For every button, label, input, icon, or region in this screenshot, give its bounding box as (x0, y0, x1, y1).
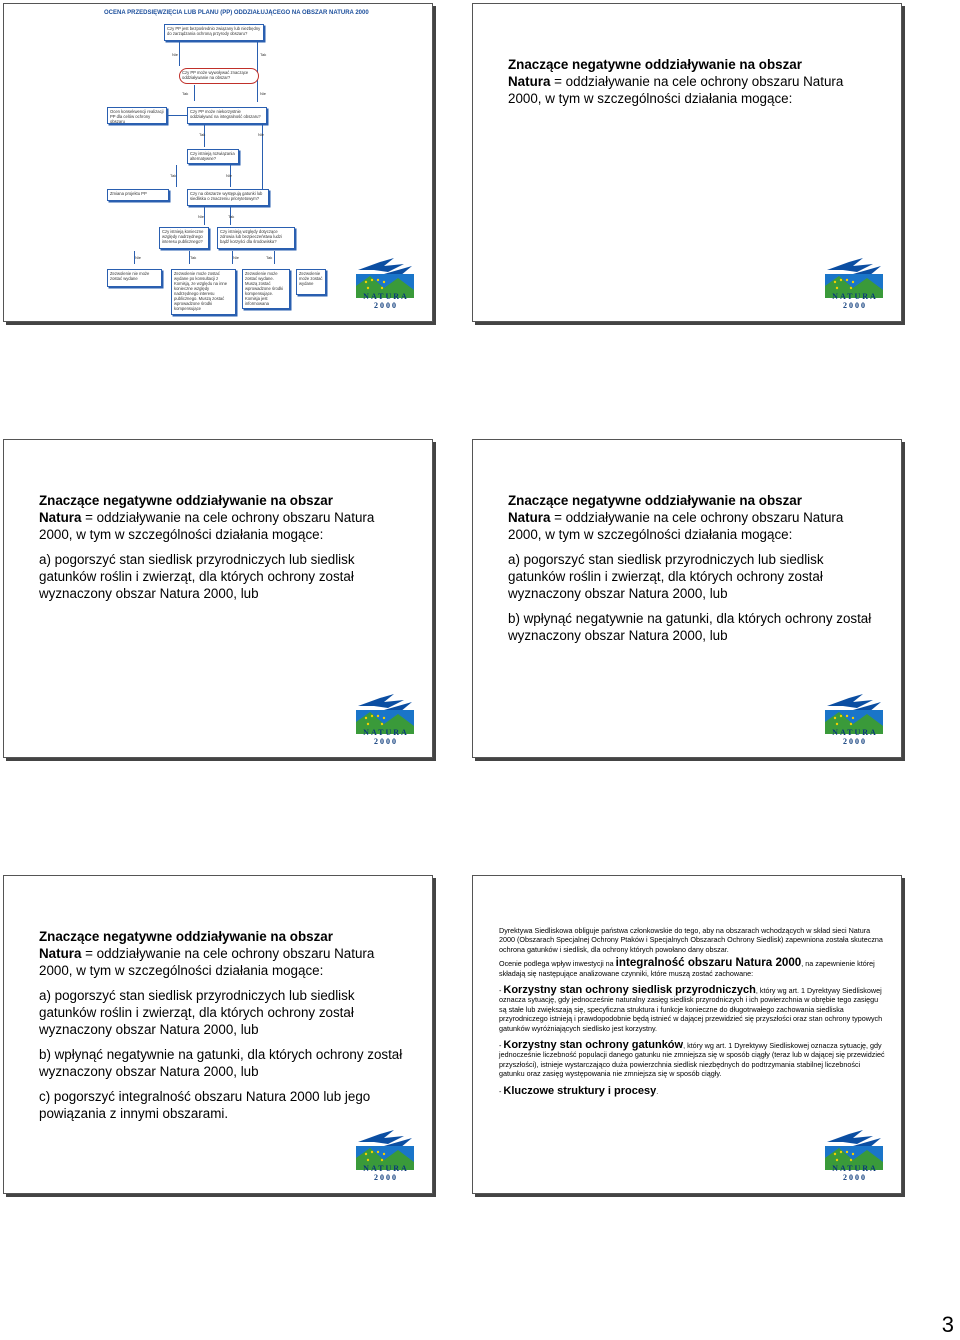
flowchart-result-2: Zmiana projektu PP (107, 189, 169, 201)
key-structures-term: Kluczowe struktury i procesy (503, 1084, 657, 1097)
point-a: a) pogorszyć stan siedlisk przyrodniczych lub siedlisk gatunków roślin i zwierząt, dla których ochrony został wyznaczony obszar Natura 2000, lub (508, 552, 824, 601)
natura-2000-logo (823, 256, 887, 310)
logo-text: NATURA 2000 (832, 292, 878, 310)
heading-line-3: 2000, w tym w szczególności działania mogące: (508, 91, 793, 106)
natura-2000-logo (354, 256, 418, 310)
heading-line-1: Znaczące negatywne oddziaływanie na obszar (508, 493, 802, 508)
heading-natura: Natura (39, 510, 82, 525)
assess-post: , na zapewnienie której składają się następujące analizowane czynniki, które muszą zostać zachowane: (499, 959, 875, 978)
label-no: Nie (258, 132, 265, 137)
flowchart-result-4: Zezwolenie może zostać wydane po konsultacji z Komisją, ze względu na inne konieczne względy nadrzędnego interesu publicznego. Muszą zostać wprowadzone środki kompensujące (171, 269, 236, 315)
flowchart-question-6: Czy istnieją konieczne względy nadrzędnego interesu publicznego? (159, 227, 209, 249)
key-dash: - (499, 1086, 504, 1096)
point-b: b) wpłynąć negatywnie na gatunki, dla których ochrony został wyznaczony obszar Natura 2000, lub (39, 1047, 403, 1079)
logo-text: NATURA 2000 (832, 1164, 878, 1182)
logo-text: NATURA 2000 (363, 728, 409, 746)
habitat-text: , który wg art. 1 Dyrektywy Siedliskowej oznacza sytuację, gdy jednocześnie naturalny zasięg siedlisk przyrodniczych i ich powierzchnia w obrębie tego zasięgu są stałe lub zwiększają się, specyficzna struktura i funkcje konieczne do długotrwałego zachowania siedliska przyrodniczego istnieją i prawdopodobnie będą istnieć w dającej przewidzieć się przyszłości oraz stan ochrony typowych gatunków wyróżniających siedlisko jest korzystny. (499, 986, 883, 1033)
slide-6-intro: Dyrektywa Siedliskowa obliguje państwa członkowskie do tego, aby na obszarach wchodzących w skład sieci Natura 2000 (Obszarach Specjalnej Ochrony Ptaków i Specjalnych Obszarach Ochrony Siedlisk) zapewniona została skuteczna ochrona gatunków i siedlisk, dla ochrony których powołano dany obszar. (499, 926, 883, 954)
label-yes: Tak (260, 52, 267, 57)
page-number: 3 (941, 1312, 954, 1337)
species-term: Korzystny stan ochrony gatunków (503, 1039, 684, 1052)
natura-2000-logo (823, 1128, 887, 1182)
flowchart-question-5: Czy na obszarze występują gatunki lub siedliska o znaczeniu priorytetowym? (187, 189, 269, 206)
habitat-dash: - (499, 986, 504, 996)
label-yes: Tak (190, 255, 197, 260)
label-yes: Tak (170, 173, 177, 178)
key-post: . (656, 1086, 659, 1096)
flowchart-question-7: Czy istnieją względy dotyczące zdrowia lub bezpieczeństwa ludzi bądź korzyści dla środowiska? (217, 227, 295, 249)
slide-2 (472, 3, 902, 322)
label-no: Nie (233, 255, 240, 260)
label-yes: Tak (266, 255, 273, 260)
slide-4-text (508, 492, 883, 644)
heading-line-3: 2000, w tym w szczególności działania mogące: (39, 963, 324, 978)
heading-natura: Natura (508, 510, 551, 525)
point-c: c) pogorszyć integralność obszaru Natura 2000 lub jego powiązania z innymi obszarami. (39, 1089, 371, 1121)
heading-line-2: = oddziaływanie na cele ochrony obszaru Natura (81, 510, 375, 525)
slide-flowchart (3, 3, 433, 322)
slide-5 (3, 875, 433, 1194)
flowchart-question-2: Czy PP może wywoływać znaczące oddziaływanie na obszar? (179, 68, 259, 84)
flowchart-result-6: Zezwolenie może zostać wydane (296, 269, 326, 295)
label-no: Nie (172, 52, 179, 57)
natura-2000-logo (354, 692, 418, 746)
label-no: Nie (226, 173, 233, 178)
slide-4 (472, 439, 902, 758)
slide-6-text (499, 926, 887, 1100)
slide-3 (3, 439, 433, 758)
natura-2000-logo (354, 1128, 418, 1182)
flowchart-result-1: Ocen konsekwencji realizacji PP dla celów ochrony obszaru (107, 107, 167, 124)
flowchart-result-5: Zezwolenie może zostać wydane. Muszą zostać wprowadzone środki kompensujące. Komisja jest informowana (242, 269, 290, 309)
heading-natura: Natura (39, 946, 82, 961)
label-yes: Tak (182, 91, 189, 96)
heading-natura: Natura (508, 74, 551, 89)
label-no: Nie (260, 91, 267, 96)
heading-line-1: Znaczące negatywne oddziaływanie na obszar (39, 929, 333, 944)
point-a: a) pogorszyć stan siedlisk przyrodniczych lub siedlisk gatunków roślin i zwierząt, dla których ochrony został wyznaczony obszar Natura 2000, lub (39, 988, 355, 1037)
logo-text: NATURA 2000 (363, 1164, 409, 1182)
heading-line-3: 2000, w tym w szczególności działania mogące: (39, 527, 324, 542)
heading-line-2: = oddziaływanie na cele ochrony obszaru Natura (550, 74, 844, 89)
habitat-term: Korzystny stan ochrony siedlisk przyrodniczych (503, 984, 756, 997)
flowchart-question-3: Czy PP może niekorzystnie oddziaływać na integralność obszaru? (187, 107, 267, 124)
label-no: Nie (135, 255, 142, 260)
assess-pre: Ocenie podlega wpływ inwestycji na (499, 959, 616, 969)
species-dash: - (499, 1041, 504, 1051)
flowchart-question-4: Czy istnieją rozwiązania alternatywne? (187, 149, 239, 164)
flowchart-result-3: Zezwolenie nie może zostać wydane (107, 269, 162, 287)
point-a: a) pogorszyć stan siedlisk przyrodniczych lub siedlisk gatunków roślin i zwierząt, dla których ochrony został wyznaczony obszar Natura 2000, lub (39, 552, 355, 601)
logo-text: NATURA 2000 (363, 292, 409, 310)
heading-line-3: 2000, w tym w szczególności działania mogące: (508, 527, 793, 542)
label-yes: Tak (199, 132, 206, 137)
label-yes: Tak (228, 214, 235, 219)
flowchart-title: OCENA PRZEDSIĘWZIĘCIA LUB PLANU (PP) ODDZIAŁUJĄCEGO NA OBSZAR NATURA 2000 (104, 10, 369, 16)
heading-line-2: = oddziaływanie na cele ochrony obszaru Natura (550, 510, 844, 525)
integrity-term: integralność obszaru Natura 2000 (615, 956, 802, 970)
slide-5-text (39, 928, 414, 1122)
label-no: Nie (198, 214, 205, 219)
slide-6 (472, 875, 902, 1194)
heading-line-1: Znaczące negatywne oddziaływanie na obszar (508, 57, 802, 72)
slide-2-text (508, 56, 883, 107)
heading-line-1: Znaczące negatywne oddziaływanie na obszar (39, 493, 333, 508)
species-text: , który wg art. 1 Dyrektywy Siedliskowej oznacza sytuację, gdy jednocześnie liczebność populacji danego gatunku nie zmniejsza się w sposób ciągły (teraz lub w dającej się przewidzieć przyszłości), istnieje wystarczająco duża powierzchnia siedlisk niezbędnych do podtrzymania stabilnej liczebności gatunku oraz zasięg występowania nie zmniejsza się w sposób ciągły. (499, 1041, 885, 1079)
point-b: b) wpłynąć negatywnie na gatunki, dla których ochrony został wyznaczony obszar Natura 2000, lub (508, 611, 872, 643)
natura-2000-logo (823, 692, 887, 746)
flowchart-question-1: Czy PP jest bezpośrednio związany lub niezbędny do zarządzania ochroną przyrody obszaru? (164, 24, 264, 41)
slide-3-text (39, 492, 414, 602)
logo-text: NATURA 2000 (832, 728, 878, 746)
heading-line-2: = oddziaływanie na cele ochrony obszaru Natura (81, 946, 375, 961)
